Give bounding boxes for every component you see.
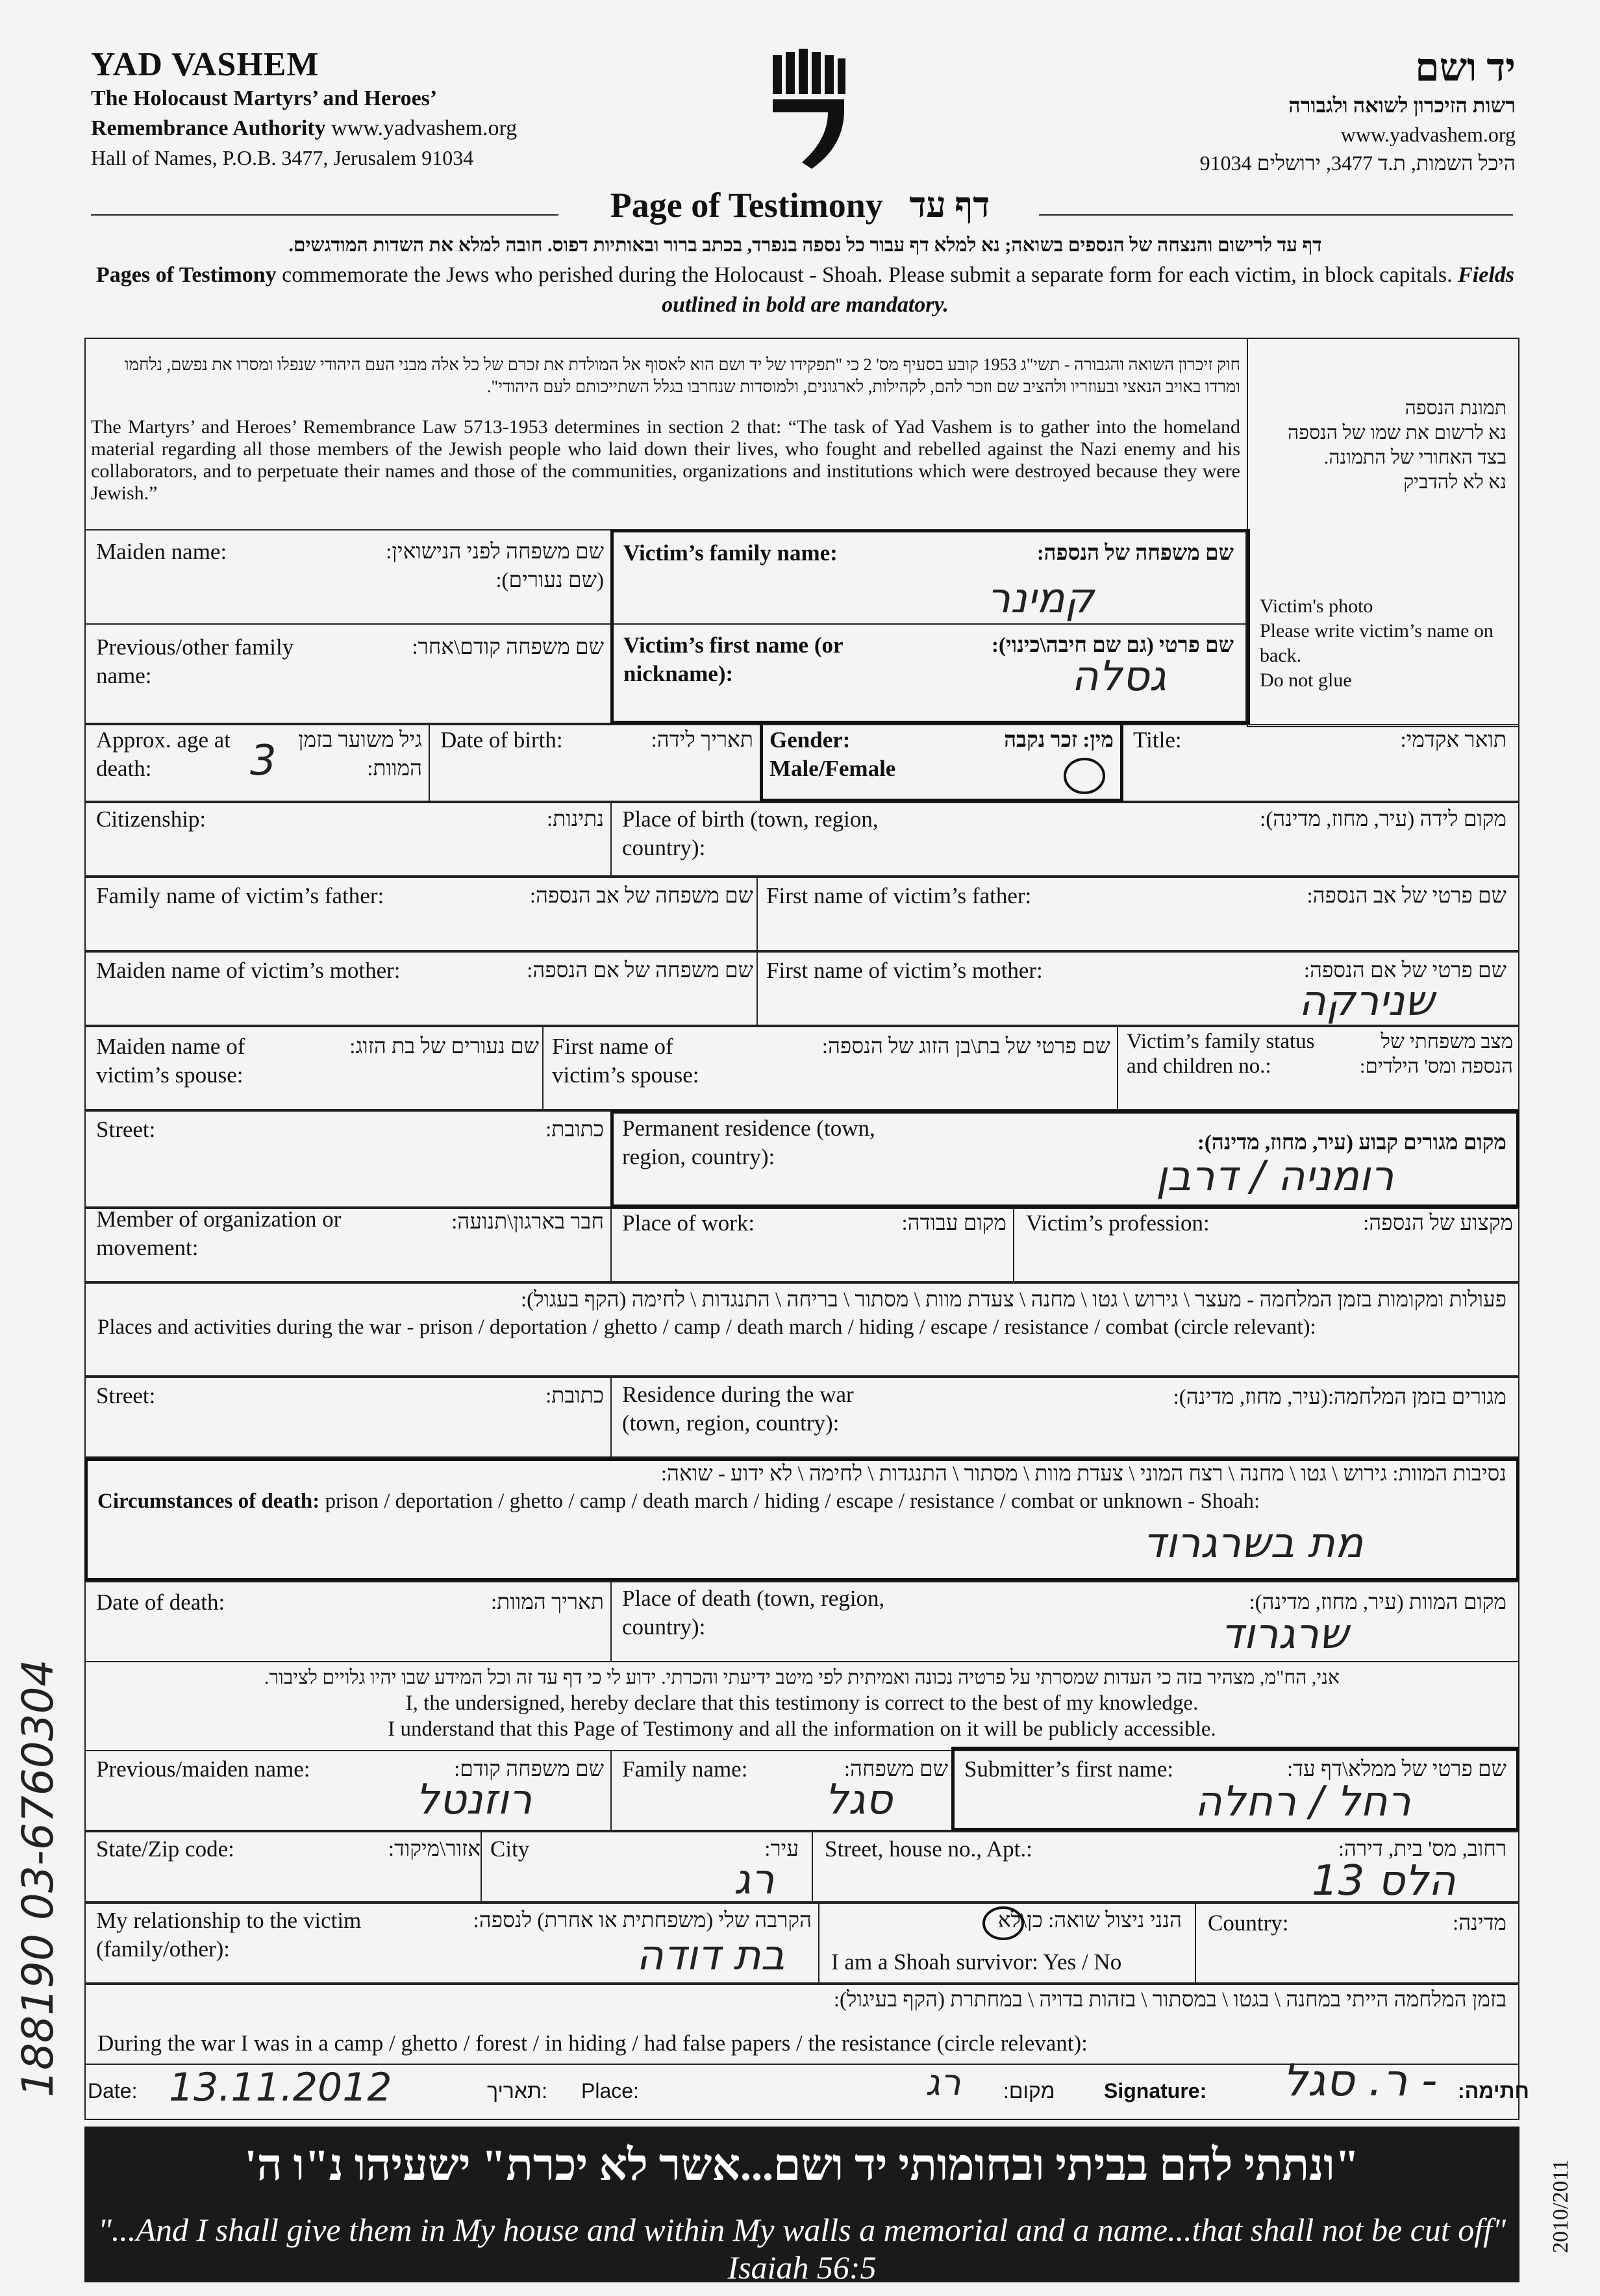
law-en: The Martyrs’ and Heroes’ Remembrance Law 5713-1953 determines in section 2 that: “The task of Yad Vashem is to gather into the homeland material regarding all those members of the Jewish people who laid down their lives, who fought and rebelled against the Nazi enemy and his collaborators, and to perpetuate their names and those of the communities, organizations and institutions which were destroyed because they were Jewish.” <box>91 416 1240 504</box>
street-label-he: כתובת: <box>545 1118 604 1142</box>
work-label-he: מקום עבודה: <box>901 1212 1006 1235</box>
zip-label: State/Zip code: <box>96 1836 234 1862</box>
mother-first-label-he: שם פרטי של אם הנספה: <box>1303 959 1506 982</box>
mother-first-value[interactable]: שנירקה <box>1299 977 1434 1025</box>
yes-circle-icon <box>981 1906 1026 1941</box>
sub-first-value[interactable]: רחל / רחלה <box>1195 1778 1411 1826</box>
divider <box>429 724 430 802</box>
war-street-label-he: כתובת: <box>545 1384 604 1408</box>
city-value[interactable]: רג <box>734 1856 775 1904</box>
footer-banner <box>84 2127 1519 2286</box>
perm-label-he: מקום מגורים קבוע (עיר, מחוז, מדינה): <box>1197 1131 1506 1154</box>
date-label: Date: <box>88 2079 138 2103</box>
divider <box>542 1026 544 1110</box>
circ-he: נסיבות המוות: גירוש \ גטו \ מחנה \ רצח המוני \ צעדת מוות \ מסתור \ התנגדות \ לחימה \ לא ידוע - שואה: <box>660 1462 1506 1486</box>
place-label: Place: <box>581 2079 639 2103</box>
gender-label-he: מין: זכר נקבה <box>1004 729 1114 752</box>
places-he: פעולות ומקומות בזמן המלחמה - מעצר \ גירוש \ גטו \ מחנה \ צעדת מוות \ מסתור \ בריחה \ התנגדות \ לחימה (הקף בעגול): <box>521 1288 1506 1312</box>
rel-label: My relationship to the victim (family/other): <box>96 1908 362 1962</box>
page-title <box>0 185 1600 225</box>
first-name-label: Victim’s first name (or nickname): <box>623 632 843 686</box>
org-name-he: יד ושם <box>1415 46 1516 89</box>
address-en: Hall of Names, P.O.B. 3477, Jerusalem 91034 <box>91 146 474 169</box>
mother-maiden-label: Maiden name of victim’s mother: <box>96 958 401 983</box>
declare-he: אני, הח"מ, מצהיר בזה כי העדות שמסרתי על פרטיה נכונה ואמיתית לפי מיטב ידיעתי והכרתי. ידוע לי כי דף עד זה וכל המידע שבו יהיו גלויים לציבור. <box>264 1667 1340 1688</box>
country-label-he: מדינה: <box>1453 1912 1506 1935</box>
rel-value[interactable]: בת דודה <box>636 1932 785 1980</box>
divider <box>756 951 758 1026</box>
pod-label-he: מקום המוות (עיר, מחוז, מדינה): <box>1249 1591 1506 1614</box>
gender-label: Gender: Male/Female <box>769 727 896 781</box>
war-street-label: Street: <box>96 1383 156 1408</box>
place-label-he: מקום: <box>1003 2079 1055 2103</box>
spouse-maiden-label: Maiden name of victim’s spouse: <box>96 1034 245 1088</box>
profession-label: Victim’s profession: <box>1026 1210 1210 1236</box>
maiden-label: Maiden name: <box>96 539 227 564</box>
title-en: Page of Testimony <box>610 186 883 225</box>
city-label-he: עיר: <box>764 1838 799 1861</box>
age-label-he: גיל משוער בזמן המוות: <box>298 729 422 780</box>
country-label: Country: <box>1208 1910 1289 1936</box>
divider <box>610 1581 612 1662</box>
dod-label: Date of death: <box>96 1590 225 1615</box>
age-value[interactable]: 3 <box>250 737 277 785</box>
sub-prev-value[interactable]: רוזנטל <box>416 1776 532 1824</box>
rel-label-he: הקרבה שלי (משפחתית או אחרת) לנספה: <box>473 1909 812 1932</box>
divider <box>610 802 612 877</box>
pob-label-he: מקום לידה (עיר, מחוז, מדינה): <box>1260 808 1506 831</box>
pod-value[interactable]: שרגרוד <box>1221 1610 1349 1658</box>
pob-label: Place of birth (town, region, country): <box>622 806 879 860</box>
divider <box>481 1831 482 1903</box>
signature-label: Signature: <box>1104 2079 1207 2103</box>
member-label-he: חבר בארגון\תנועה: <box>451 1210 604 1234</box>
prev-name-label-he: שם משפחה קודם\אחר: <box>412 636 604 659</box>
signature-value[interactable]: - ר. סגל <box>1282 2055 1438 2106</box>
camp-he: בזמן המלחמה הייתי במחנה \ בגטו \ במסתור \ בזהות בדויה \ במחתרת (הקף בעיגול): <box>833 1988 1506 2012</box>
footer-quote-en: "...And I shall give them in My house and within My walls a memorial and a name...that shall not be cut off" Isaiah 56:5 <box>97 2212 1506 2286</box>
family-name-label-he: שם משפחה של הנספה: <box>1036 542 1234 565</box>
sub-family-label: Family name: <box>622 1756 748 1782</box>
yad-vashem-logo-icon <box>766 49 851 172</box>
work-label: Place of work: <box>622 1210 755 1236</box>
address-he: היכל השמות, ת.ד 3477, ירושלים 91034 <box>1199 151 1516 175</box>
citizenship-label-he: נתינות: <box>547 808 604 831</box>
first-name-label-he: שם פרטי (גם שם חיבה\כינוי): <box>992 634 1234 657</box>
divider <box>818 1903 819 1984</box>
intro-en: commemorate the Jews who perished during the Holocaust - Shoah. Please submit a separate form for each victim, in block capitals. <box>276 263 1458 287</box>
rule-names-mid <box>84 623 1247 625</box>
dob-label-he: תאריך לידה: <box>651 729 753 752</box>
header-english <box>91 45 675 172</box>
city-label: City <box>490 1836 530 1862</box>
declare-en1: I, the undersigned, hereby declare that this testimony is correct to the best of my knowledge. <box>405 1691 1199 1715</box>
law-section <box>91 354 1240 505</box>
divider <box>1117 1026 1118 1110</box>
intro-he: דף עד לרישום והנצחה של הנספים בשואה; נא למלא דף עבור כל נספה בנפרד, בכתב ברור ובאותיות דפוס. חובה למלא את השדות המודגשים. <box>288 234 1322 256</box>
perm-label: Permanent residence (town, region, country): <box>622 1116 875 1169</box>
address-label: Street, house no., Apt.: <box>825 1836 1032 1862</box>
intro-en-italic: Fields outlined in bold are mandatory. <box>662 263 1515 317</box>
citizenship-label: Citizenship: <box>96 806 206 832</box>
divider <box>1013 1208 1014 1282</box>
father-family-label-he: שם משפחה של אב הנספה: <box>529 884 753 908</box>
divider <box>610 1208 612 1282</box>
zip-label-he: אזור\מיקוד: <box>388 1838 481 1861</box>
divider <box>610 1750 612 1831</box>
war-res-label-he: מגורים בזמן המלחמה:(עיר, מחוז, מדינה): <box>1173 1386 1506 1409</box>
member-label: Member of organization or movement: <box>96 1206 342 1260</box>
photo-he: תמונת הנספה נא לרשום את שמו של הנספה בצד האחורי של התמונה. נא לא להדביק <box>1288 397 1506 493</box>
divider <box>756 877 758 951</box>
status-label-he: מצב משפחתי של הנספה ומס' הילדים: <box>1359 1030 1513 1077</box>
org-line3-en: Remembrance Authority <box>91 116 326 140</box>
survivor-label-he: הנני ניצול שואה: כן\לא <box>997 1909 1182 1932</box>
sub-prev-label-he: שם משפחה קודם: <box>454 1758 604 1781</box>
spouse-first-label: First name of victim’s spouse: <box>552 1034 699 1088</box>
declare-en2: I understand that this Page of Testimony and all the information on it will be publicly accessible. <box>388 1717 1216 1741</box>
declaration <box>91 1666 1513 1742</box>
circ-en-bold: Circumstances of death: <box>97 1490 320 1513</box>
sub-family-value[interactable]: סגל <box>825 1776 893 1824</box>
intro-text <box>78 231 1532 320</box>
prev-name-label: Previous/other family name: <box>96 634 294 688</box>
family-name-label: Victim’s family name: <box>623 540 838 566</box>
divider <box>812 1831 813 1903</box>
father-first-label: First name of victim’s father: <box>766 883 1032 908</box>
divider <box>1195 1903 1196 1984</box>
survivor-label[interactable]: I am a Shoah survivor: Yes / No <box>831 1949 1122 1975</box>
spouse-first-label-he: שם פרטי של בת\בן הזוג של הנספה: <box>821 1035 1110 1058</box>
sub-first-label-he: שם פרטי של ממלא\דף עד: <box>1286 1758 1506 1781</box>
law-he: חוק זיכרון השואה והגבורה - תשי"ג 1953 קובע בסעיף מס' 2 כי "תפקידו של יד ושם הוא לאסוף אל המולדת את זכרם של כל אלה מבני העם היהודי שנפלו ומסרו את נפשם, נלחמו ומרדו באויב הנאצי ובעוזריו ולהציב שם וזכר להם, לקהילות, לארגונים, ולמוסדות שנחרבו בגלל השתייכותם לעם היהודי". <box>125 355 1240 396</box>
male-circle-icon <box>1062 756 1107 795</box>
website-he: www.yadvashem.org <box>1340 123 1516 146</box>
street-label: Street: <box>96 1117 156 1142</box>
org-line2-en: The Holocaust Martyrs’ and Heroes’ <box>91 86 438 110</box>
title-label: Title: <box>1133 727 1182 753</box>
spouse-maiden-label-he: שם נעורים של בת הזוג: <box>349 1035 539 1058</box>
header-hebrew <box>931 45 1516 177</box>
intro-en-bold: Pages of Testimony <box>95 263 277 287</box>
org-name-en: YAD VASHEM <box>91 46 319 83</box>
status-label: Victim’s family status and children no.: <box>1127 1030 1315 1078</box>
age-label: Approx. age at death: <box>96 727 231 781</box>
photo-en: Victim's photo Please write victim’s name on back. Do not glue <box>1260 595 1494 691</box>
sub-family-label-he: שם משפחה: <box>844 1758 948 1781</box>
dod-label-he: תאריך המוות: <box>491 1591 604 1614</box>
address-value[interactable]: הלס 13 <box>1312 1857 1456 1905</box>
perm-value[interactable]: רומניה / דרבן <box>1156 1153 1394 1201</box>
address-label-he: רחוב, מס' בית, דירה: <box>1338 1838 1506 1861</box>
pod-label: Place of death (town, region, country): <box>622 1586 885 1640</box>
sub-prev-label: Previous/maiden name: <box>96 1756 310 1782</box>
camp-en: During the war I was in a camp / ghetto / forest / in hiding / had false papers / the resistance (circle relevant): <box>97 2030 1088 2056</box>
father-first-label-he: שם פרטי של אב הנספה: <box>1306 884 1506 908</box>
website-en: www.yadvashem.org <box>331 116 518 140</box>
war-res-label: Residence during the war (town, region, country): <box>622 1382 854 1436</box>
date-label-he: תאריך: <box>487 2079 547 2103</box>
place-value[interactable]: רג <box>925 2062 961 2104</box>
org-line2-he: רשות הזיכרון לשואה ולגבורה <box>1288 94 1516 117</box>
dob-label: Date of birth: <box>440 727 563 753</box>
profession-label-he: מקצוע של הנספה: <box>1363 1212 1513 1235</box>
title-he: דף עד <box>909 186 990 225</box>
signature-row <box>88 2055 1529 2117</box>
divider <box>610 1377 612 1458</box>
title-label-he: תואר אקדמי: <box>1400 729 1506 752</box>
sub-first-label: Submitter’s first name: <box>964 1756 1174 1782</box>
circ-en: prison / deportation / ghetto / camp / death march / hiding / escape / resistance / combat or unknown - Shoah: <box>319 1490 1260 1513</box>
mother-first-label: First name of victim’s mother: <box>766 958 1043 983</box>
maiden-label-he: שם משפחה לפני הנישואין: (שם נעורים): <box>386 540 604 592</box>
first-name-value[interactable]: גסלה <box>1071 653 1167 701</box>
footer-quote-he: "ונתתי להם בביתי ובחומותי יד ושם...אשר לא יכרת" ישעיהו נ"ו ה' <box>244 2140 1360 2190</box>
date-value[interactable]: 13.11.2012 <box>169 2065 392 2110</box>
family-name-value[interactable]: קמינר <box>987 575 1094 623</box>
signature-label-he: חתימה: <box>1458 2079 1529 2103</box>
father-family-label: Family name of victim’s father: <box>96 883 384 908</box>
places-en: Places and activities during the war - prison / deportation / ghetto / camp / death march / hiding / escape / resistance / combat (circle relevant): <box>97 1316 1316 1339</box>
edition-mark: 2010/2011 <box>1549 2159 1573 2253</box>
circ-value[interactable]: מת בשרגרוד <box>1143 1519 1364 1567</box>
margin-note: 188190 03-6760304 <box>13 1659 63 2097</box>
mother-maiden-label-he: שם משפחה של אם הנספה: <box>527 959 753 982</box>
